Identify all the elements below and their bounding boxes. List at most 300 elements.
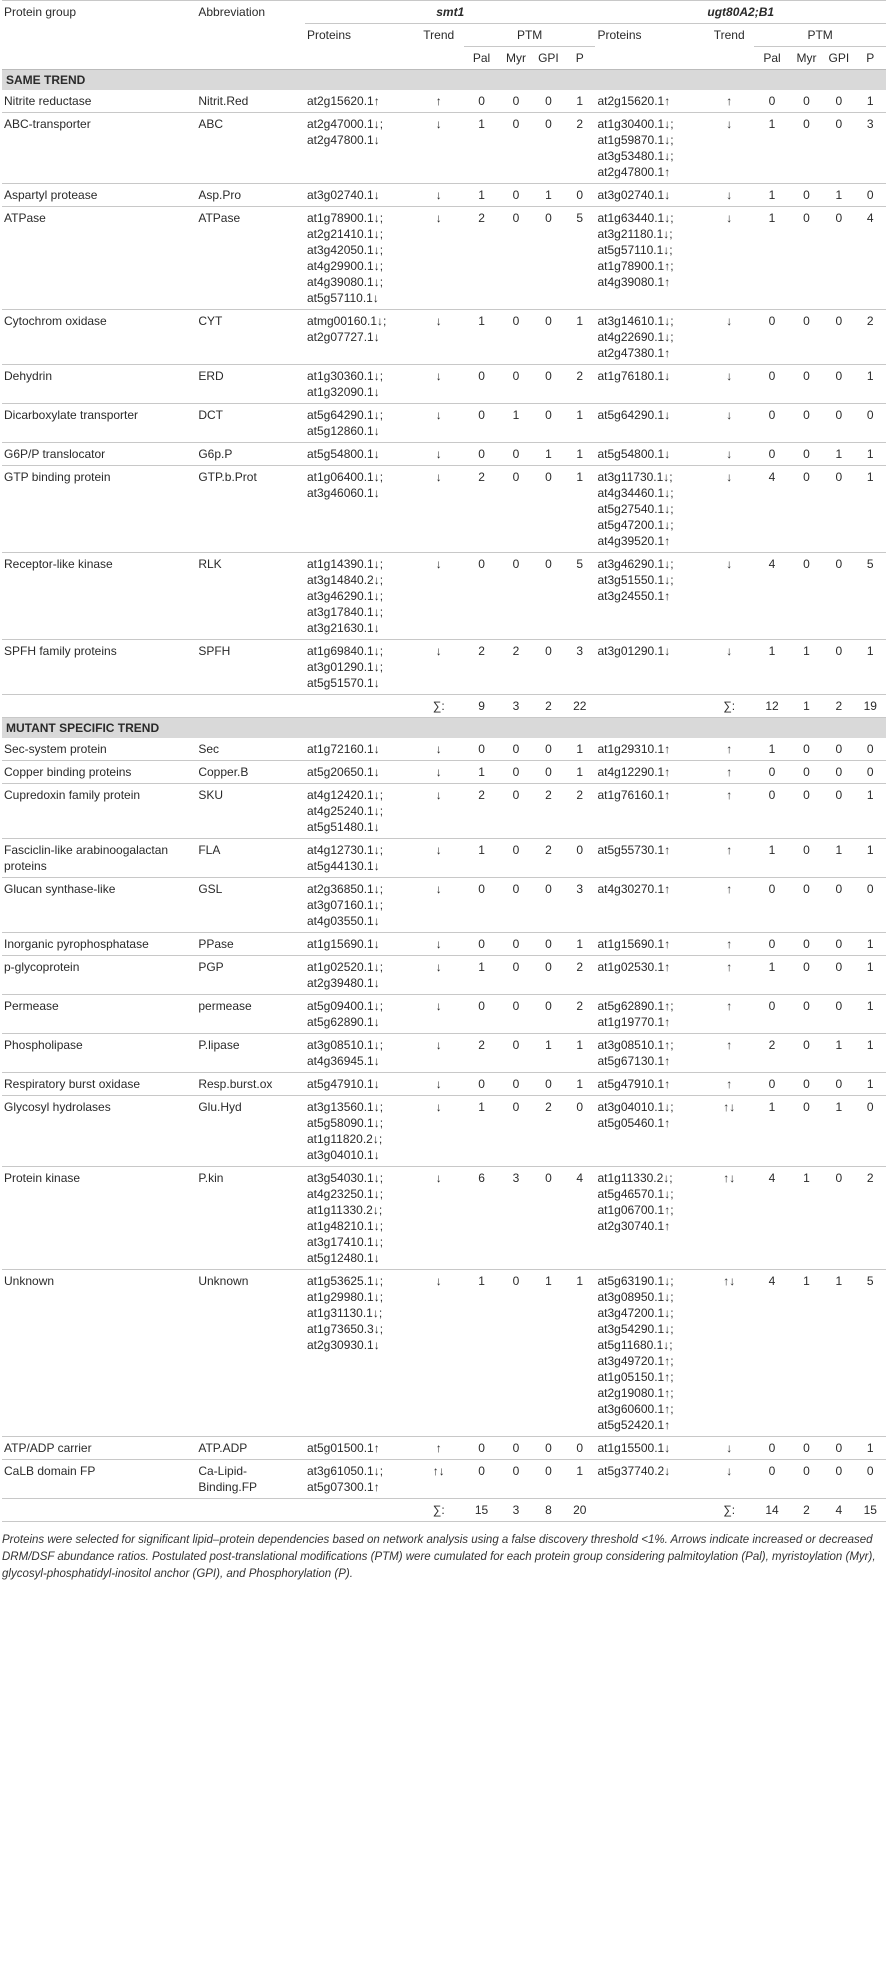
header-proteins-2: Proteins [597, 28, 642, 42]
ptm-p-smt1: 0 [564, 1096, 595, 1167]
header-pal-2: Pal [763, 51, 781, 65]
table-row [2, 1073, 886, 1096]
ptm-myr-smt1: 0 [499, 113, 532, 184]
protein-group: Unknown [2, 1270, 196, 1437]
ptm-gpi-ugt80: 1 [823, 1034, 854, 1073]
ptm-p-smt1: 1 [564, 1270, 595, 1437]
ptm-myr-smt1: 0 [499, 995, 532, 1034]
ptm-p-smt1: 2 [564, 365, 595, 404]
protein-group: Fasciclin-like arabinoogalactan proteins [2, 839, 196, 878]
ptm-gpi-ugt80: 0 [823, 365, 854, 404]
trend-smt1: ↑↓ [414, 1460, 464, 1499]
proteins-smt1 [305, 761, 414, 784]
proteins-smt1 [305, 1270, 414, 1437]
ptm-p-ugt80: 5 [855, 553, 886, 640]
protein-id: at1g63440.1↓; [597, 211, 674, 225]
abbreviation: permease [196, 995, 305, 1034]
protein-id: at5g47910.1↑ [597, 1077, 671, 1091]
ptm-p-smt1: 3 [564, 640, 595, 695]
protein-id: at4g36945.1↓ [307, 1054, 380, 1068]
protein-id: at4g23250.1↓; [307, 1187, 384, 1201]
ptm-myr-smt1: 0 [499, 310, 532, 365]
table-row [2, 995, 886, 1034]
protein-group: Aspartyl protease [2, 184, 196, 207]
ptm-pal-ugt80: 0 [754, 784, 790, 839]
protein-id: at4g12730.1↓; [307, 843, 384, 857]
sum-spacer [2, 695, 196, 718]
protein-id: atmg00160.1↓; [307, 314, 387, 328]
protein-id: at3g14610.1↓; [597, 314, 674, 328]
sum-gpi-ugt80: 4 [823, 1499, 854, 1522]
protein-group: Protein kinase [2, 1167, 196, 1270]
ptm-pal-ugt80: 4 [754, 1167, 790, 1270]
ptm-p-smt1: 2 [564, 784, 595, 839]
proteins-smt1 [305, 839, 414, 878]
section-title: MUTANT SPECIFIC TREND [2, 718, 886, 739]
ptm-p-smt1: 1 [564, 90, 595, 113]
ptm-pal-smt1: 1 [464, 761, 500, 784]
sum-pal-ugt80: 12 [754, 695, 790, 718]
abbreviation: ERD [196, 365, 305, 404]
protein-id: at3g61050.1↓; [307, 1464, 384, 1478]
table-row [2, 184, 886, 207]
abbreviation: FLA [196, 839, 305, 878]
protein-group: ATP/ADP carrier [2, 1437, 196, 1460]
ptm-pal-ugt80: 0 [754, 761, 790, 784]
protein-id: at1g15690.1↓ [307, 937, 380, 951]
protein-id: at3g07160.1↓; [307, 898, 384, 912]
trend-smt1: ↓ [414, 1073, 464, 1096]
protein-id: at1g30400.1↓; [597, 117, 674, 131]
trend-ugt80: ↓ [704, 184, 754, 207]
ptm-myr-ugt80: 0 [790, 1034, 823, 1073]
abbreviation: SKU [196, 784, 305, 839]
ptm-pal-ugt80: 4 [754, 553, 790, 640]
ptm-p-smt1: 5 [564, 207, 595, 310]
protein-id: at1g29310.1↑ [597, 742, 671, 756]
protein-id: at3g46290.1↓; [307, 589, 384, 603]
ptm-gpi-ugt80: 0 [823, 466, 854, 553]
trend-ugt80: ↓ [704, 640, 754, 695]
ptm-gpi-smt1: 0 [533, 1167, 564, 1270]
trend-smt1: ↓ [414, 738, 464, 761]
abbreviation: Copper.B [196, 761, 305, 784]
protein-group: Receptor-like kinase [2, 553, 196, 640]
protein-id: at5g07300.1↑ [307, 1480, 380, 1494]
sum-gpi-smt1: 8 [533, 1499, 564, 1522]
proteins-smt1 [305, 1073, 414, 1096]
ptm-gpi-smt1: 0 [533, 1073, 564, 1096]
ptm-pal-smt1: 1 [464, 956, 500, 995]
header-mutant-ugt80: ugt80A2;B1 [595, 1, 886, 24]
ptm-p-ugt80: 2 [855, 1167, 886, 1270]
protein-id: at1g11820.2↓; [307, 1132, 383, 1146]
protein-group: Dicarboxylate transporter [2, 404, 196, 443]
proteins-smt1 [305, 365, 414, 404]
trend-ugt80: ↓ [704, 466, 754, 553]
trend-smt1: ↓ [414, 1096, 464, 1167]
table-row [2, 404, 886, 443]
protein-id: at3g54030.1↓; [307, 1171, 384, 1185]
sum-p-ugt80: 19 [855, 695, 886, 718]
proteins-ugt80 [595, 956, 704, 995]
trend-smt1: ↓ [414, 113, 464, 184]
ptm-pal-ugt80: 1 [754, 956, 790, 995]
ptm-pal-smt1: 1 [464, 184, 500, 207]
proteins-smt1 [305, 878, 414, 933]
ptm-p-ugt80: 0 [855, 1096, 886, 1167]
ptm-myr-ugt80: 0 [790, 956, 823, 995]
proteins-smt1 [305, 995, 414, 1034]
proteins-smt1 [305, 784, 414, 839]
ptm-gpi-smt1: 0 [533, 365, 564, 404]
proteins-ugt80 [595, 933, 704, 956]
protein-id: at3g51550.1↓; [597, 573, 674, 587]
protein-id: at1g69840.1↓; [307, 644, 384, 658]
abbreviation: SPFH [196, 640, 305, 695]
protein-id: at5g62890.1↓ [307, 1015, 380, 1029]
ptm-gpi-ugt80: 0 [823, 1073, 854, 1096]
ptm-p-smt1: 1 [564, 761, 595, 784]
trend-ugt80: ↑ [704, 839, 754, 878]
protein-id: at5g09400.1↓; [307, 999, 384, 1013]
ptm-gpi-smt1: 0 [533, 640, 564, 695]
protein-id: at1g19770.1↑ [597, 1015, 671, 1029]
ptm-p-ugt80: 3 [855, 113, 886, 184]
sum-row [2, 1499, 886, 1522]
protein-id: at5g11680.1↓; [597, 1338, 673, 1352]
proteins-ugt80 [595, 365, 704, 404]
ptm-gpi-ugt80: 1 [823, 184, 854, 207]
ptm-pal-smt1: 2 [464, 1034, 500, 1073]
ptm-myr-smt1: 0 [499, 738, 532, 761]
ptm-myr-ugt80: 0 [790, 738, 823, 761]
abbreviation: DCT [196, 404, 305, 443]
ptm-myr-ugt80: 0 [790, 113, 823, 184]
table-row [2, 1034, 886, 1073]
protein-id: at5g67130.1↑ [597, 1054, 671, 1068]
table-footnote: Proteins were selected for significant lipid–protein dependencies based on network analysis using a false discovery threshold <1%. Arrows indicate increased or decreased DRM/DSF abundance ratios. Postulated post-translational modifications (PTM) were cumulated for each protein group considering palmitoylation (Pal), myristoylation (Myr), glycosyl-phosphatidyl-inositol anchor (GPI), and Phosphorylation (P). [2, 1534, 876, 1580]
abbreviation: Sec [196, 738, 305, 761]
sum-pal-ugt80: 14 [754, 1499, 790, 1522]
sum-spacer [196, 1499, 305, 1522]
proteins-smt1 [305, 113, 414, 184]
protein-id: at3g02740.1↓ [597, 188, 671, 202]
proteins-ugt80 [595, 466, 704, 553]
ptm-pal-smt1: 1 [464, 1096, 500, 1167]
ptm-gpi-ugt80: 1 [823, 443, 854, 466]
trend-smt1: ↓ [414, 466, 464, 553]
proteins-smt1 [305, 553, 414, 640]
header-proteins-1: Proteins [307, 28, 352, 42]
protein-id: at2g36850.1↓; [307, 882, 384, 896]
protein-group: Respiratory burst oxidase [2, 1073, 196, 1096]
ptm-p-ugt80: 2 [855, 310, 886, 365]
ptm-gpi-smt1: 0 [533, 738, 564, 761]
sum-spacer [595, 1499, 704, 1522]
protein-id: at1g29980.1↓; [307, 1290, 384, 1304]
proteins-smt1 [305, 1096, 414, 1167]
ptm-gpi-smt1: 0 [533, 995, 564, 1034]
trend-ugt80: ↓ [704, 113, 754, 184]
ptm-pal-smt1: 2 [464, 466, 500, 553]
protein-group: SPFH family proteins [2, 640, 196, 695]
trend-ugt80: ↓ [704, 404, 754, 443]
protein-id: at1g14390.1↓; [307, 557, 384, 571]
ptm-myr-ugt80: 0 [790, 310, 823, 365]
ptm-p-ugt80: 1 [855, 1034, 886, 1073]
ptm-myr-ugt80: 1 [790, 1270, 823, 1437]
trend-smt1: ↓ [414, 956, 464, 995]
header-gpi-1: GPI [538, 51, 559, 65]
ptm-gpi-smt1: 0 [533, 310, 564, 365]
ptm-gpi-ugt80: 0 [823, 207, 854, 310]
protein-id: at5g46570.1↓; [597, 1187, 674, 1201]
proteins-smt1 [305, 640, 414, 695]
ptm-gpi-ugt80: 0 [823, 738, 854, 761]
proteins-ugt80 [595, 839, 704, 878]
header-ptm-2: PTM [754, 24, 886, 47]
protein-group: Copper binding proteins [2, 761, 196, 784]
protein-group: Nitrite reductase [2, 90, 196, 113]
ptm-myr-ugt80: 0 [790, 1437, 823, 1460]
sum-label: ∑: [704, 1499, 754, 1522]
table-row [2, 1460, 886, 1499]
protein-id: at5g52420.1↑ [597, 1418, 671, 1432]
ptm-myr-smt1: 0 [499, 1460, 532, 1499]
sum-gpi-ugt80: 2 [823, 695, 854, 718]
ptm-pal-ugt80: 1 [754, 640, 790, 695]
ptm-gpi-smt1: 0 [533, 878, 564, 933]
ptm-gpi-ugt80: 0 [823, 956, 854, 995]
abbreviation: Resp.burst.ox [196, 1073, 305, 1096]
sum-spacer [305, 1499, 414, 1522]
ptm-myr-smt1: 0 [499, 443, 532, 466]
protein-group: Cytochrom oxidase [2, 310, 196, 365]
ptm-p-smt1: 1 [564, 443, 595, 466]
protein-id: at3g11730.1↓; [597, 470, 673, 484]
ptm-myr-smt1: 0 [499, 553, 532, 640]
ptm-pal-smt1: 2 [464, 640, 500, 695]
ptm-pal-ugt80: 1 [754, 184, 790, 207]
ptm-myr-ugt80: 0 [790, 761, 823, 784]
ptm-myr-ugt80: 0 [790, 933, 823, 956]
ptm-p-ugt80: 0 [855, 738, 886, 761]
protein-id: at3g24550.1↑ [597, 589, 671, 603]
proteins-ugt80 [595, 1096, 704, 1167]
abbreviation: Glu.Hyd [196, 1096, 305, 1167]
protein-id: at5g57110.1↓; [597, 243, 673, 257]
protein-id: at3g01290.1↓; [307, 660, 384, 674]
protein-id: at3g42050.1↓; [307, 243, 384, 257]
ptm-myr-ugt80: 0 [790, 184, 823, 207]
abbreviation: GSL [196, 878, 305, 933]
proteins-ugt80 [595, 1460, 704, 1499]
protein-id: at5g47200.1↓; [597, 518, 674, 532]
trend-smt1: ↓ [414, 640, 464, 695]
trend-ugt80: ↓ [704, 1460, 754, 1499]
table-row [2, 443, 886, 466]
trend-ugt80: ↑ [704, 956, 754, 995]
ptm-p-ugt80: 0 [855, 761, 886, 784]
ptm-pal-smt1: 0 [464, 365, 500, 404]
abbreviation: Ca-Lipid-Binding.FP [196, 1460, 305, 1499]
ptm-p-smt1: 2 [564, 956, 595, 995]
ptm-myr-ugt80: 1 [790, 640, 823, 695]
ptm-myr-smt1: 0 [499, 784, 532, 839]
ptm-myr-ugt80: 0 [790, 995, 823, 1034]
ptm-pal-smt1: 0 [464, 933, 500, 956]
ptm-myr-smt1: 0 [499, 1073, 532, 1096]
protein-id: at1g78900.1↑; [597, 259, 674, 273]
trend-smt1: ↓ [414, 404, 464, 443]
ptm-myr-ugt80: 0 [790, 404, 823, 443]
protein-group: G6P/P translocator [2, 443, 196, 466]
protein-id: at1g02520.1↓; [307, 960, 384, 974]
table-header [2, 1, 886, 70]
protein-id: at3g53480.1↓; [597, 149, 674, 163]
ptm-pal-ugt80: 2 [754, 1034, 790, 1073]
sum-spacer [2, 1499, 196, 1522]
header-gpi-2: GPI [828, 51, 850, 65]
ptm-myr-ugt80: 0 [790, 553, 823, 640]
protein-id: at5g47910.1↓ [307, 1077, 380, 1091]
ptm-pal-smt1: 0 [464, 995, 500, 1034]
protein-id: at5g51480.1↓ [307, 820, 380, 834]
protein-id: at1g32090.1↓ [307, 385, 380, 399]
protein-id: at1g05150.1↑; [597, 1370, 674, 1384]
ptm-p-ugt80: 1 [855, 784, 886, 839]
trend-smt1: ↓ [414, 761, 464, 784]
proteins-smt1 [305, 184, 414, 207]
protein-id: at3g04010.1↓ [307, 1148, 380, 1162]
ptm-pal-ugt80: 0 [754, 404, 790, 443]
abbreviation: Nitrit.Red [196, 90, 305, 113]
protein-id: at1g30360.1↓; [307, 369, 384, 383]
proteins-ugt80 [595, 1034, 704, 1073]
ptm-pal-ugt80: 1 [754, 113, 790, 184]
protein-id: at5g63190.1↓; [597, 1274, 674, 1288]
ptm-gpi-smt1: 0 [533, 113, 564, 184]
ptm-myr-smt1: 0 [499, 1096, 532, 1167]
proteins-ugt80 [595, 553, 704, 640]
ptm-p-ugt80: 1 [855, 1073, 886, 1096]
proteins-smt1 [305, 1437, 414, 1460]
proteins-smt1 [305, 90, 414, 113]
ptm-gpi-smt1: 2 [533, 1096, 564, 1167]
table-row [2, 310, 886, 365]
protein-id: at1g76180.1↓ [597, 369, 671, 383]
protein-id: at2g47380.1↑ [597, 346, 671, 360]
sum-p-ugt80: 15 [855, 1499, 886, 1522]
trend-smt1: ↓ [414, 933, 464, 956]
ptm-gpi-ugt80: 0 [823, 1167, 854, 1270]
protein-id: at5g05460.1↑ [597, 1116, 671, 1130]
abbreviation: RLK [196, 553, 305, 640]
protein-id: at4g39520.1↑ [597, 534, 671, 548]
proteins-smt1 [305, 443, 414, 466]
ptm-p-smt1: 5 [564, 553, 595, 640]
table-row [2, 761, 886, 784]
protein-id: at1g72160.1↓ [307, 742, 380, 756]
abbreviation: CYT [196, 310, 305, 365]
ptm-myr-ugt80: 0 [790, 878, 823, 933]
ptm-gpi-smt1: 0 [533, 956, 564, 995]
ptm-p-ugt80: 1 [855, 466, 886, 553]
ptm-myr-ugt80: 0 [790, 1073, 823, 1096]
ptm-p-ugt80: 4 [855, 207, 886, 310]
proteins-smt1 [305, 738, 414, 761]
trend-smt1: ↓ [414, 207, 464, 310]
protein-id: at1g15690.1↑ [597, 937, 671, 951]
trend-smt1: ↓ [414, 1034, 464, 1073]
proteins-smt1 [305, 1167, 414, 1270]
protein-id: at4g39080.1↓; [307, 275, 384, 289]
ptm-p-smt1: 1 [564, 310, 595, 365]
trend-ugt80: ↑↓ [704, 1167, 754, 1270]
ptm-pal-smt1: 1 [464, 839, 500, 878]
ptm-p-smt1: 4 [564, 1167, 595, 1270]
trend-ugt80: ↑ [704, 1073, 754, 1096]
protein-id: at1g15500.1↓ [597, 1441, 671, 1455]
abbreviation: G6p.P [196, 443, 305, 466]
sum-myr-smt1: 3 [499, 1499, 532, 1522]
ptm-gpi-ugt80: 0 [823, 933, 854, 956]
ptm-pal-ugt80: 1 [754, 1096, 790, 1167]
trend-smt1: ↓ [414, 839, 464, 878]
proteins-ugt80 [595, 640, 704, 695]
trend-ugt80: ↓ [704, 365, 754, 404]
protein-id: at1g76160.1↑ [597, 788, 671, 802]
header-myr-1: Myr [506, 51, 527, 65]
abbreviation: ATP.ADP [196, 1437, 305, 1460]
protein-id: at5g58090.1↓; [307, 1116, 384, 1130]
section-title: SAME TREND [2, 70, 886, 91]
sum-label: ∑: [414, 1499, 464, 1522]
ptm-myr-smt1: 0 [499, 839, 532, 878]
ptm-pal-smt1: 0 [464, 443, 500, 466]
table-row [2, 1437, 886, 1460]
ptm-myr-smt1: 0 [499, 466, 532, 553]
ptm-gpi-ugt80: 0 [823, 640, 854, 695]
ptm-gpi-smt1: 0 [533, 404, 564, 443]
ptm-pal-ugt80: 0 [754, 933, 790, 956]
sum-myr-ugt80: 2 [790, 1499, 823, 1522]
protein-id: at5g51570.1↓ [307, 676, 380, 690]
ptm-pal-smt1: 0 [464, 1073, 500, 1096]
trend-smt1: ↓ [414, 1270, 464, 1437]
ptm-p-smt1: 2 [564, 113, 595, 184]
protein-id: at5g01500.1↑ [307, 1441, 380, 1455]
protein-table [2, 0, 886, 1522]
trend-smt1: ↓ [414, 443, 464, 466]
ptm-myr-smt1: 0 [499, 1034, 532, 1073]
ptm-pal-smt1: 1 [464, 1270, 500, 1437]
trend-ugt80: ↑ [704, 933, 754, 956]
trend-smt1: ↓ [414, 995, 464, 1034]
protein-id: at1g53625.1↓; [307, 1274, 384, 1288]
table-row [2, 933, 886, 956]
trend-smt1: ↓ [414, 1167, 464, 1270]
ptm-myr-ugt80: 1 [790, 1167, 823, 1270]
ptm-pal-smt1: 0 [464, 1437, 500, 1460]
ptm-myr-ugt80: 0 [790, 784, 823, 839]
ptm-gpi-smt1: 0 [533, 466, 564, 553]
protein-id: at2g30740.1↑ [597, 1219, 671, 1233]
proteins-ugt80 [595, 878, 704, 933]
ptm-gpi-smt1: 1 [533, 184, 564, 207]
proteins-ugt80 [595, 184, 704, 207]
